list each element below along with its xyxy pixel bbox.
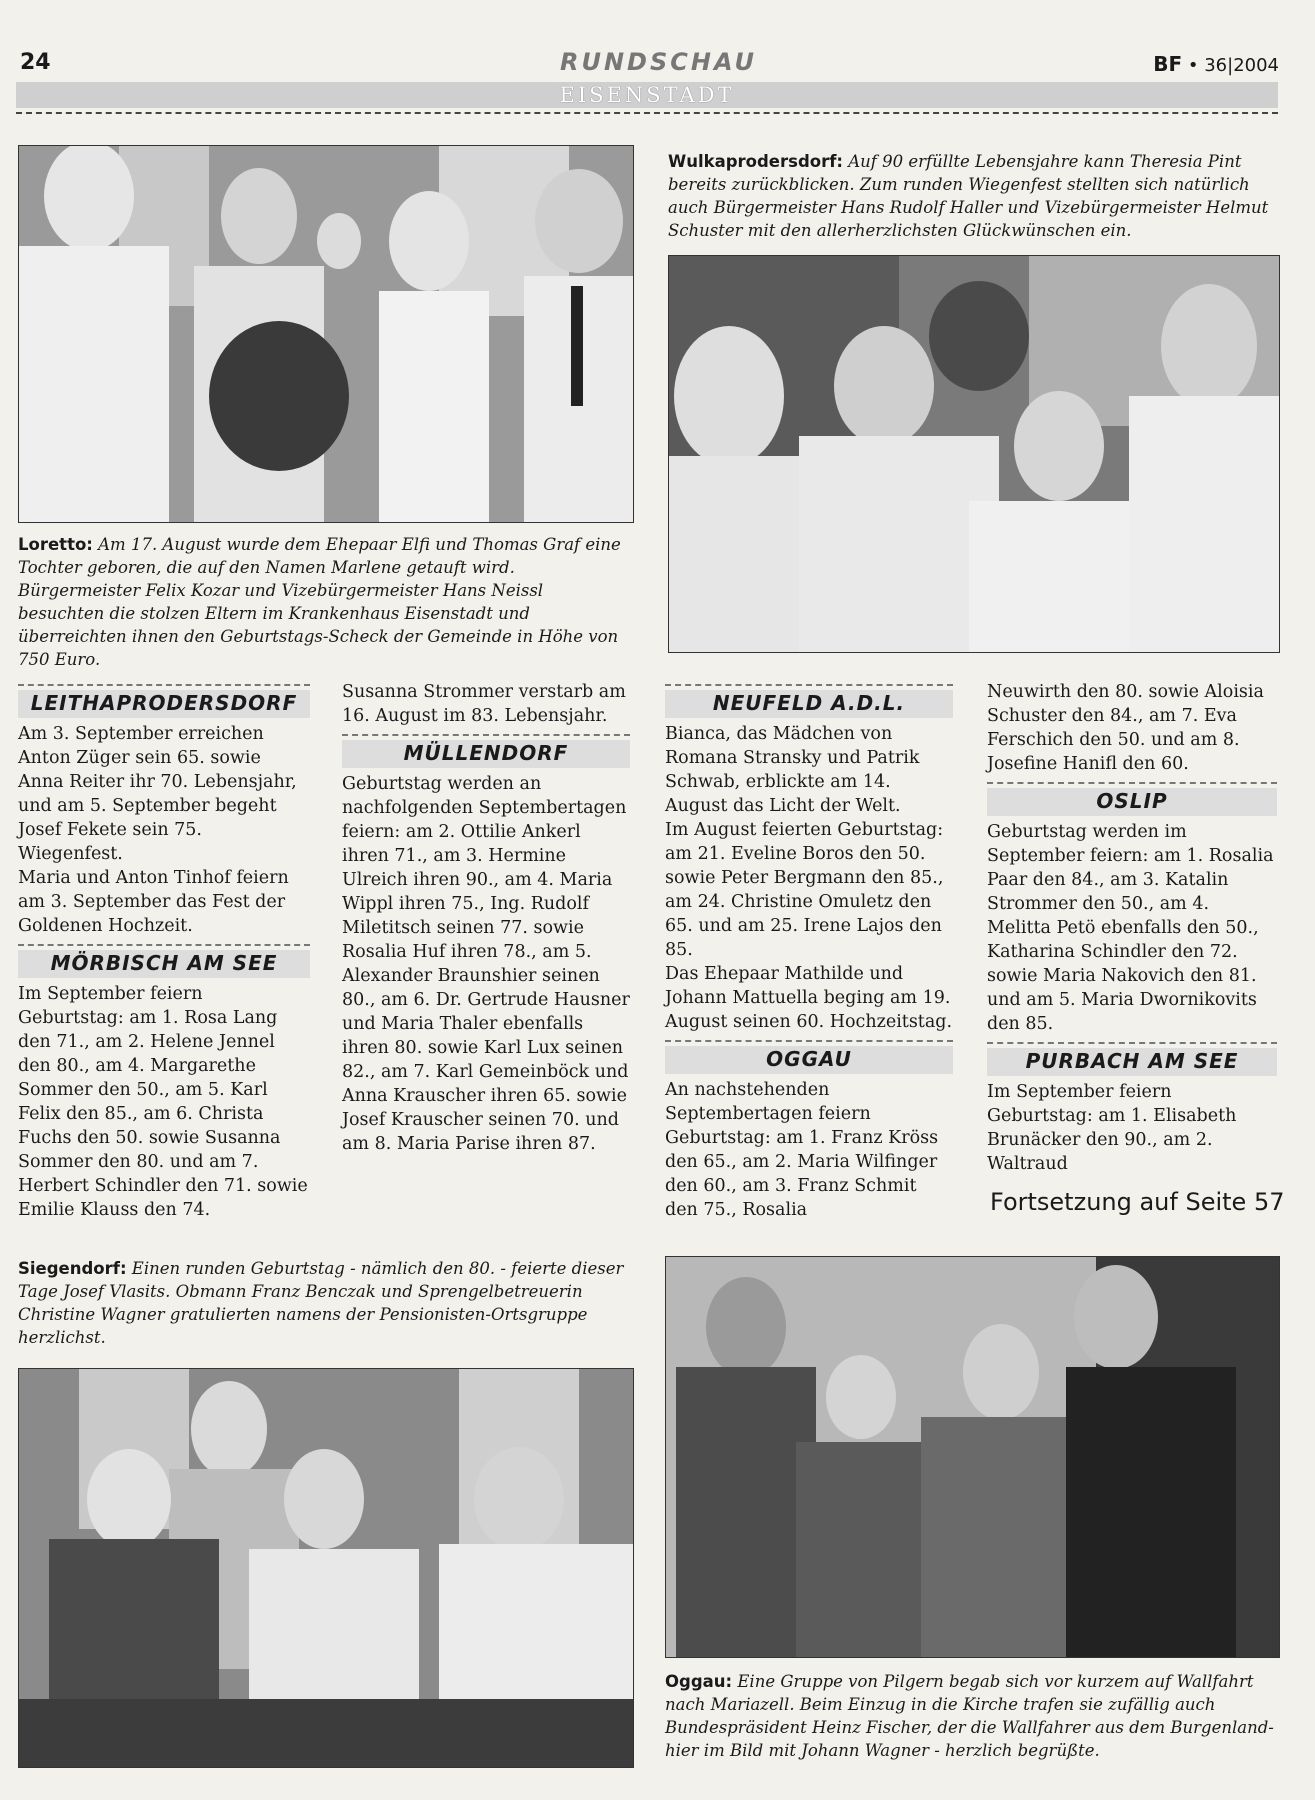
column-2	[342, 680, 630, 1156]
article-muellendorf: Geburtstag werden an nachfolgenden Septembertagen feiern: am 2. Ottilie Ankerl ihren 71., am 3. Hermine Ulreich ihren 90., am 4. Maria Wippl ihren 75., Ing. Rudolf Miletitsch seinen 77. sowie Rosalia Huf ihren 78., am 5. Alexander Braunshier seinen 80., am 6. Dr. Gertrude Hausner und Maria Thaler ebenfalls ihren 80. sowie Karl Lux seinen 82., am 7. Karl Gemeinböck und Anna Krauscher ihren 65. sowie Josef Krauscher seinen 70. und am 8. Maria Parise ihren 87.	[342, 774, 630, 1154]
section-banner	[16, 82, 1278, 108]
caption-text: Auf 90 erfüllte Lebensjahre kann Theresia Pint bereits zurückblicken. Zum runden Wiegenfest stellten sich natürlich auch Bürgermeister Hans Rudolf Haller und Vizebürgermeister Helmut Schuster mit den allerherzlichsten Glückwünschen ein.	[668, 152, 1269, 240]
header-rule	[16, 112, 1278, 114]
caption-text: Einen runden Geburtstag - nämlich den 80. - feierte dieser Tage Josef Vlasits. Obmann Franz Benczak und Sprengelbetreuerin Christine Wagner gratulierten namens der Pensionisten-Ortsgruppe herzlichst.	[18, 1259, 624, 1347]
issue-number: 36|2004	[1204, 55, 1279, 76]
caption-loretto	[18, 533, 632, 671]
article-neufeld-2: Im August feierten Geburtstag: am 21. Eveline Boros den 50. sowie Peter Bergmann den 85., am 24. Christine Omuletz den 65. und am 25. Irene Lajos den 85.	[665, 820, 944, 960]
page-number: 24	[20, 50, 51, 75]
article-purbach: Im September feiern Geburtstag: am 1. Elisabeth Brunäcker den 90., am 2. Waltraud	[987, 1082, 1237, 1174]
section-heading-oggau: OGGAU	[665, 1040, 953, 1074]
caption-place: Siegendorf:	[18, 1259, 127, 1278]
banner-title: EISENSTADT	[559, 83, 735, 107]
photo-loretto	[18, 145, 634, 523]
section-heading-oslip: OSLIP	[987, 782, 1277, 816]
section-heading-leithaprodersdorf: LEITHAPRODERSDORF	[18, 684, 310, 718]
section-heading-muellendorf: MÜLLENDORF	[342, 734, 630, 768]
caption-oggau	[665, 1670, 1278, 1762]
issue-separator: •	[1187, 55, 1199, 76]
column-4	[987, 680, 1277, 1176]
caption-place: Wulkaprodersdorf:	[668, 152, 844, 171]
article-neufeld-3: Das Ehepaar Mathilde und Johann Mattuella beging am 19. August seinen 60. Hochzeitstag.	[665, 964, 953, 1032]
article-moerbisch: Im September feiern Geburtstag: am 1. Rosa Lang den 71., am 2. Helene Jennel den 80., am 4. Margarethe Sommer den 50., am 5. Karl Felix den 85., am 6. Christa Fuchs den 50. sowie Susanna Sommer den 80. und am 7. Herbert Schindler den 71. sowie Emilie Klauss den 74.	[18, 984, 308, 1220]
photo-siegendorf	[18, 1368, 634, 1768]
issue-info	[1153, 52, 1279, 76]
caption-wulkaprodersdorf	[668, 150, 1278, 242]
article-neuwirth: Neuwirth den 80. sowie Aloisia Schuster den 84., am 7. Eva Ferschich den 50. und am 8. Josefine Hanifl den 60.	[987, 682, 1264, 774]
caption-siegendorf	[18, 1257, 632, 1349]
caption-place: Oggau:	[665, 1672, 733, 1691]
column-3	[665, 684, 953, 1222]
section-heading-moerbisch: MÖRBISCH AM SEE	[18, 944, 310, 978]
column-1	[18, 684, 310, 1222]
article-leithaprodersdorf-2: Maria und Anton Tinhof feiern am 3. September das Fest der Goldenen Hochzeit.	[18, 868, 289, 936]
section-heading-neufeld: NEUFELD A.D.L.	[665, 684, 953, 718]
article-neufeld-1: Bianca, das Mädchen von Romana Stransky und Patrik Schwab, erblickte am 14. August das Licht der Welt.	[665, 724, 920, 816]
section-heading-purbach: PURBACH AM SEE	[987, 1042, 1277, 1076]
paper-name: RUNDSCHAU	[560, 48, 757, 76]
caption-text: Am 17. August wurde dem Ehepaar Elfi und Thomas Graf eine Tochter geboren, die auf den Namen Marlene getauft wird. Bürgermeister Felix Kozar und Vizebürgermeister Hans Neissl besuchten die stolzen Eltern im Krankenhaus Eisenstadt und überreichten ihnen den Geburtstags-Scheck der Gemeinde in Höhe von 750 Euro.	[18, 535, 621, 669]
photo-wulkaprodersdorf	[668, 255, 1280, 653]
issue-brand: BF	[1153, 52, 1183, 76]
article-oggau: An nachstehenden Septembertagen feiern Geburtstag: am 1. Franz Kröss den 65., am 2. Maria Wilfinger den 60., am 3. Franz Schmit den 75., Rosalia	[665, 1080, 939, 1220]
caption-place: Loretto:	[18, 535, 93, 554]
photo-oggau	[665, 1256, 1280, 1658]
caption-text: Eine Gruppe von Pilgern begab sich vor kurzem auf Wallfahrt nach Mariazell. Beim Einzug in die Kirche trafen sie zufällig auch Bundespräsident Heinz Fischer, der die Wallfahrer aus dem Burgenland- hier im Bild mit Johann Wagner - herzlich begrüßte.	[665, 1672, 1274, 1760]
article-oslip: Geburtstag werden im September feiern: am 1. Rosalia Paar den 84., am 3. Katalin Strommer den 50., am 4. Melitta Petö ebenfalls den 50., Katharina Schindler den 72. sowie Maria Nakovich den 81. und am 5. Maria Dwornikovits den 85.	[987, 822, 1274, 1034]
article-susanna-strommer: Susanna Strommer verstarb am 16. August im 83. Lebensjahr.	[342, 682, 626, 726]
continuation-note: Fortsetzung auf Seite 57	[990, 1188, 1285, 1216]
article-leithaprodersdorf-1: Am 3. September erreichen Anton Züger sein 65. sowie Anna Reiter ihr 70. Lebensjahr, und am 5. September begeht Josef Fekete sein 75. Wiegenfest.	[18, 724, 297, 864]
